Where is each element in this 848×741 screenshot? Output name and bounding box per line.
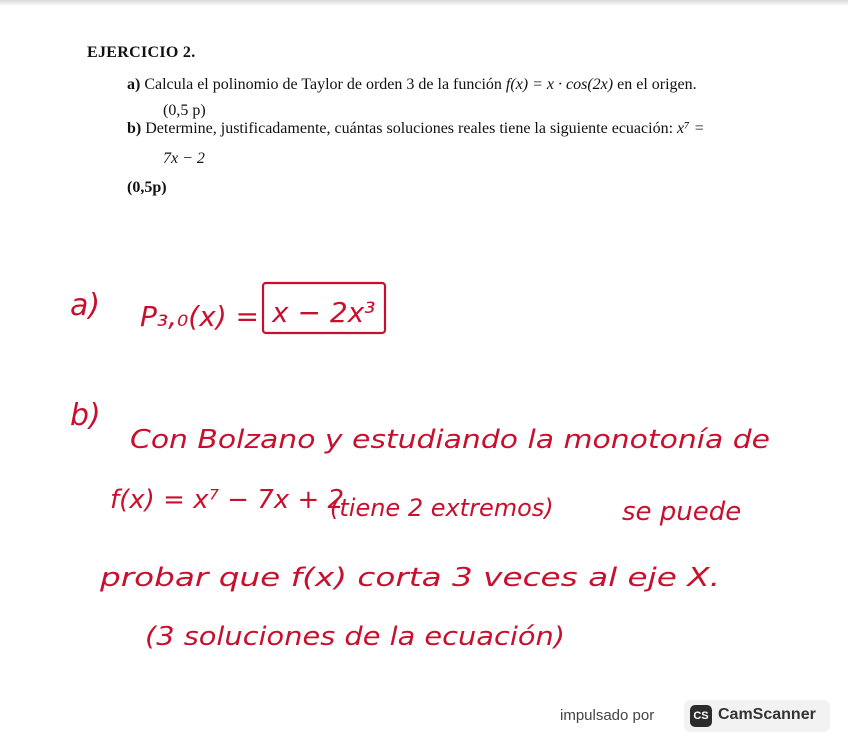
- question-b-text: Determine, justificadamente, cuántas soluciones reales tiene la siguiente ecuación:: [145, 120, 674, 137]
- question-a-tail: en el origen.: [617, 76, 697, 93]
- answer-a-poly: P₃,₀(x) =: [140, 300, 260, 333]
- question-a-label: a): [127, 76, 141, 93]
- question-b-formula-start: x⁷ =: [677, 120, 705, 137]
- answer-b-line2-function: f(x) = x⁷ − 7x + 2: [110, 485, 345, 515]
- answer-b-line3: probar que f(x) corta 3 veces al eje X.: [98, 563, 720, 593]
- question-a-formula: f(x) = x · cos(2x): [505, 76, 614, 93]
- powered-by-text: impulsado por: [560, 707, 655, 724]
- answer-b-line1: Con Bolzano y estudiando la monotonía de: [130, 425, 770, 455]
- camscanner-badge: [684, 700, 830, 732]
- exercise-title: EJERCICIO 2.: [87, 44, 196, 61]
- question-b-formula-end: 7x − 2: [163, 150, 205, 167]
- answer-b-line2-extremes: (tiene 2 extremos): [330, 494, 554, 522]
- question-b-points: (0,5p): [127, 179, 167, 196]
- answer-b-label: b): [70, 398, 101, 433]
- question-a-points: (0,5 p): [163, 102, 206, 119]
- answer-a-label: a): [70, 288, 101, 323]
- camscanner-logo-icon: CS: [690, 705, 712, 727]
- answer-a-result: x − 2x³: [272, 296, 376, 329]
- answer-b-line2-tail: se puede: [622, 497, 742, 527]
- question-b-label: b): [127, 120, 142, 137]
- answer-b-line4: (3 soluciones de la ecuación): [145, 622, 565, 652]
- question-a-text: Calcula el polinomio de Taylor de orden 3 de la función: [144, 76, 502, 93]
- camscanner-brand: CamScanner: [718, 706, 816, 723]
